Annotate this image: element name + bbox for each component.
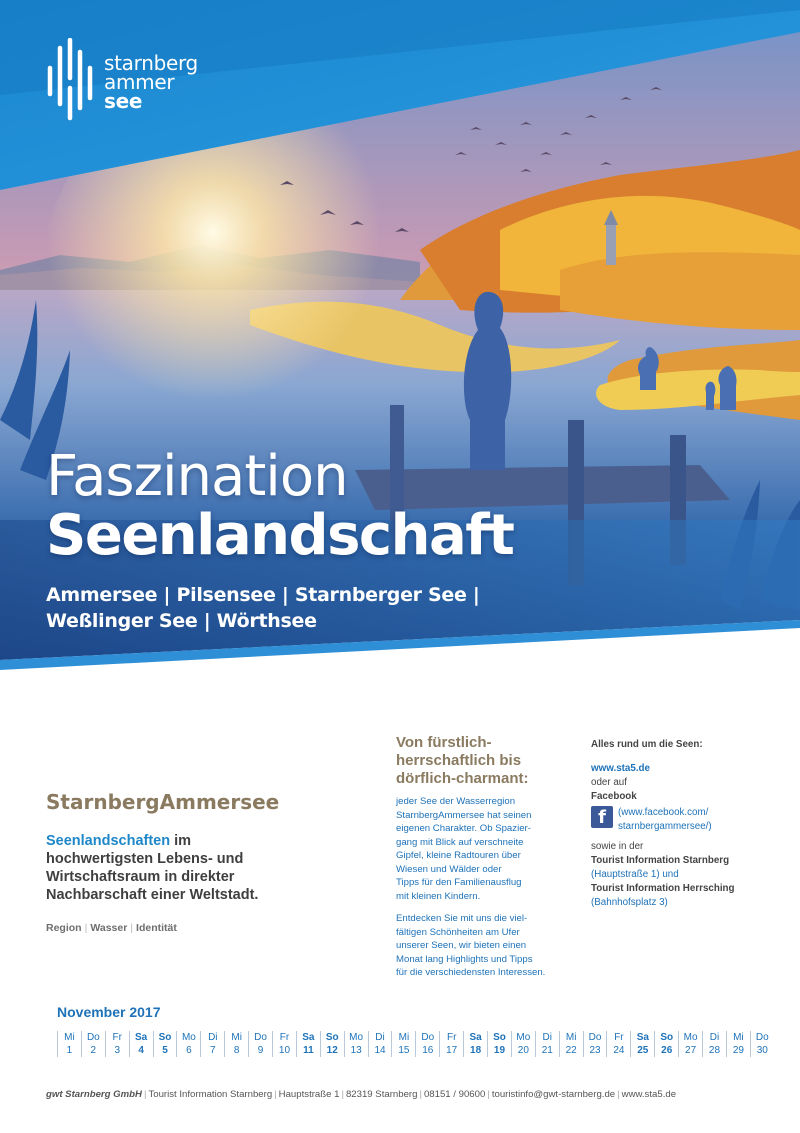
calendar-day bbox=[702, 1031, 726, 1057]
headline bbox=[46, 444, 514, 568]
text-line: jeder See der Wasserregion bbox=[396, 796, 516, 807]
calendar-weekday: Do bbox=[755, 1032, 769, 1043]
calendar-date: 15 bbox=[398, 1045, 410, 1056]
calendar-day bbox=[415, 1031, 439, 1057]
calendar-date: 21 bbox=[541, 1045, 553, 1056]
website-link[interactable]: www.sta5.de bbox=[591, 763, 650, 774]
calendar-date: 24 bbox=[613, 1045, 625, 1056]
calendar-weekday: Do bbox=[588, 1032, 602, 1043]
middle-heading bbox=[396, 734, 576, 788]
calendar-date: 28 bbox=[708, 1045, 721, 1056]
tag-item: Wasser bbox=[90, 922, 128, 934]
calendar-weekday: Mi bbox=[64, 1032, 75, 1043]
facebook-link-line: starnbergammersee/) bbox=[618, 821, 712, 832]
text-line: StarnbergAmmersee hat seinen bbox=[396, 809, 532, 821]
calendar-weekday: Mo bbox=[516, 1032, 531, 1043]
calendar-date: 10 bbox=[278, 1045, 291, 1056]
calendar-day bbox=[200, 1031, 224, 1057]
calendar-day bbox=[176, 1031, 200, 1057]
intro-line-4: Nachbarschaft einer Weltstadt. bbox=[46, 887, 259, 903]
headline-line-2: Seenlandschaft bbox=[46, 503, 514, 568]
calendar-day bbox=[391, 1031, 415, 1057]
calendar-date: 13 bbox=[350, 1045, 362, 1056]
text-line: Entdecken Sie mit uns die viel- bbox=[396, 913, 528, 924]
calendar-date: 12 bbox=[326, 1045, 338, 1056]
calendar-weekday: Mo bbox=[349, 1032, 364, 1043]
logo-line-3: see bbox=[104, 89, 143, 113]
calendar-date: 23 bbox=[589, 1045, 601, 1056]
intro-line-2: hochwertigsten Lebens- und bbox=[46, 851, 244, 867]
intro-line-3: Wirtschaftsraum in direkter bbox=[46, 869, 235, 885]
calendar-weekday: Fr bbox=[446, 1032, 457, 1043]
calendar-day bbox=[272, 1031, 296, 1057]
calendar-day bbox=[511, 1031, 535, 1057]
footer: gwt Starnberg GmbH | Tourist Information Starnberg | Hauptstraße 1 | 82319 Starnberg | 08151 / 90600 | touristinfo@gwt-starnberg.de | www.sta5.de bbox=[46, 1089, 677, 1100]
calendar-day bbox=[487, 1031, 511, 1057]
calendar-date: 4 bbox=[138, 1045, 144, 1056]
middle-heading-line: dörflich-charmant: bbox=[396, 770, 529, 787]
facebook-link[interactable] bbox=[618, 806, 712, 834]
lake-list-line-1: Ammersee | Pilsensee | Starnberger See | bbox=[46, 584, 480, 606]
calendar-strip bbox=[57, 1031, 774, 1057]
intro-text bbox=[46, 832, 346, 904]
calendar-weekday: Sa bbox=[302, 1032, 315, 1043]
calendar-day bbox=[583, 1031, 607, 1057]
calendar-weekday: Do bbox=[86, 1032, 100, 1043]
calendar-date: 14 bbox=[374, 1045, 386, 1056]
calendar-weekday: Di bbox=[542, 1032, 552, 1043]
calendar-weekday: Do bbox=[254, 1032, 267, 1043]
info-column bbox=[591, 738, 791, 910]
calendar-weekday: Mi bbox=[398, 1032, 410, 1043]
middle-heading-line: Von fürstlich- bbox=[396, 734, 492, 751]
facebook-icon[interactable]: f bbox=[591, 806, 613, 828]
calendar-day bbox=[559, 1031, 583, 1057]
text-line: Gipfel, kleine Radtouren über bbox=[396, 850, 521, 861]
facebook-block bbox=[591, 806, 791, 834]
middle-heading-line: herrschaftlich bis bbox=[396, 752, 522, 769]
middle-paragraph-2 bbox=[396, 912, 581, 980]
tag-item: Region bbox=[46, 922, 82, 934]
calendar-weekday: Mi bbox=[733, 1032, 744, 1043]
info-heading: Alles rund um die Seen: bbox=[591, 739, 703, 750]
calendar-date: 30 bbox=[756, 1045, 768, 1056]
footer-email[interactable]: touristinfo@gwt-starnberg.de bbox=[491, 1089, 616, 1100]
calendar-day bbox=[81, 1031, 105, 1057]
calendar-date: 20 bbox=[517, 1045, 529, 1056]
intro-highlight: Seenlandschaften bbox=[46, 833, 171, 849]
calendar-date: 25 bbox=[637, 1045, 649, 1056]
text-line: fältigen Schönheiten am Ufer bbox=[396, 926, 520, 938]
calendar-day bbox=[463, 1031, 487, 1057]
calendar-date: 19 bbox=[493, 1045, 506, 1056]
calendar-date: 11 bbox=[303, 1045, 314, 1056]
text-line: Wiesen und Wälder oder bbox=[396, 863, 502, 875]
logo-wordmark bbox=[104, 51, 198, 113]
calendar-weekday: Do bbox=[421, 1032, 435, 1043]
calendar-day bbox=[296, 1031, 320, 1057]
calendar-weekday: So bbox=[158, 1032, 172, 1043]
calendar-day bbox=[224, 1031, 248, 1057]
calendar-weekday: Mi bbox=[231, 1032, 242, 1043]
calendar-date: 1 bbox=[66, 1045, 73, 1056]
calendar-day bbox=[654, 1031, 678, 1057]
calendar-weekday: Di bbox=[208, 1032, 218, 1043]
lake-list bbox=[46, 582, 480, 634]
text-line: gang mit Blick auf verschneite bbox=[396, 836, 524, 848]
calendar-day bbox=[368, 1031, 392, 1057]
calendar-date: 9 bbox=[257, 1045, 264, 1056]
tourist-info-2-address: (Bahnhofsplatz 3) bbox=[591, 897, 668, 908]
footer-company: gwt Starnberg GmbH bbox=[46, 1089, 142, 1100]
footer-item: 82319 Starnberg bbox=[345, 1089, 418, 1100]
logo-line-2: ammer bbox=[104, 70, 175, 94]
brand-logo bbox=[44, 38, 198, 124]
tourist-info-2-name: Tourist Information Herrsching bbox=[591, 883, 735, 894]
text-line: mit kleinen Kindern. bbox=[396, 890, 481, 902]
or-on-text: oder auf bbox=[591, 777, 627, 788]
middle-body bbox=[396, 795, 581, 989]
calendar-date: 27 bbox=[685, 1045, 697, 1056]
calendar-day bbox=[535, 1031, 559, 1057]
calendar-date: 8 bbox=[233, 1045, 240, 1056]
calendar-weekday: Mo bbox=[181, 1032, 196, 1043]
calendar-day bbox=[726, 1031, 750, 1057]
calendar-weekday: Fr bbox=[614, 1032, 624, 1043]
calendar-day bbox=[606, 1031, 630, 1057]
footer-website[interactable]: www.sta5.de bbox=[621, 1089, 677, 1100]
calendar-weekday: Sa bbox=[469, 1032, 482, 1043]
calendar-weekday: So bbox=[493, 1032, 506, 1043]
calendar-date: 3 bbox=[114, 1045, 120, 1056]
calendar-day bbox=[153, 1031, 177, 1057]
calendar-date: 29 bbox=[732, 1045, 744, 1056]
calendar-weekday: Fr bbox=[279, 1032, 290, 1043]
calendar-date: 5 bbox=[162, 1045, 168, 1056]
calendar-weekday: Mi bbox=[565, 1032, 577, 1043]
calendar-weekday: Sa bbox=[636, 1032, 649, 1043]
calendar-day bbox=[320, 1031, 344, 1057]
calendar-weekday: So bbox=[660, 1032, 674, 1043]
tourist-info-1-address: (Hauptstraße 1) und bbox=[591, 869, 679, 880]
text-line: Tipps für den Familienausflug bbox=[396, 877, 522, 888]
footer-item: Tourist Information Starnberg bbox=[148, 1089, 273, 1100]
footer-item: Hauptstraße 1 bbox=[278, 1089, 340, 1100]
brand-title: StarnbergAmmersee bbox=[46, 790, 280, 814]
calendar-date: 22 bbox=[565, 1045, 577, 1056]
calendar-weekday: Sa bbox=[135, 1032, 148, 1043]
lake-list-line-2: Weßlinger See | Wörthsee bbox=[46, 610, 317, 632]
calendar-date: 16 bbox=[422, 1045, 434, 1056]
headline-line-1: Faszination bbox=[46, 444, 348, 509]
middle-paragraph-1 bbox=[396, 795, 581, 903]
calendar-weekday: So bbox=[325, 1032, 339, 1043]
facebook-link-line: (www.facebook.com/ bbox=[618, 807, 709, 818]
text-line: Monat lang Highlights und Tipps bbox=[396, 953, 533, 965]
calendar-day bbox=[678, 1031, 702, 1057]
also-text: sowie in der bbox=[591, 841, 644, 852]
calendar-date: 18 bbox=[470, 1045, 482, 1056]
intro-line-1-rest: im bbox=[170, 833, 192, 849]
calendar-day bbox=[129, 1031, 153, 1057]
tag-item: Identität bbox=[136, 922, 177, 934]
calendar-date: 26 bbox=[661, 1045, 673, 1056]
calendar-day bbox=[57, 1031, 81, 1057]
text-line: unserer Seen, wir bieten einen bbox=[396, 940, 527, 951]
calendar-date: 7 bbox=[210, 1045, 216, 1056]
calendar-day bbox=[630, 1031, 654, 1057]
calendar-day bbox=[344, 1031, 368, 1057]
calendar-day bbox=[248, 1031, 272, 1057]
tag-list: Region | Wasser | Identität bbox=[46, 922, 177, 934]
text-line: eigenen Charakter. Ob Spazier- bbox=[396, 823, 531, 834]
footer-item: 08151 / 90600 bbox=[423, 1089, 486, 1100]
facebook-label[interactable]: Facebook bbox=[591, 791, 637, 802]
logo-mark-icon bbox=[44, 38, 96, 124]
calendar-date: 2 bbox=[90, 1045, 97, 1056]
calendar-date: 6 bbox=[186, 1045, 192, 1056]
logo-line-1: starnberg bbox=[104, 51, 198, 75]
calendar-weekday: Mo bbox=[683, 1032, 698, 1043]
text-line: für die verschiedensten Interessen. bbox=[396, 967, 546, 978]
calendar-weekday: Fr bbox=[112, 1032, 122, 1043]
calendar-weekday: Di bbox=[375, 1032, 385, 1043]
calendar-weekday: Di bbox=[709, 1032, 720, 1043]
calendar-title: November 2017 bbox=[57, 1004, 161, 1020]
calendar-day bbox=[105, 1031, 129, 1057]
tourist-info-1-name: Tourist Information Starnberg bbox=[591, 855, 730, 866]
calendar-date: 17 bbox=[446, 1045, 458, 1056]
calendar-day bbox=[439, 1031, 463, 1057]
calendar-day bbox=[750, 1031, 774, 1057]
